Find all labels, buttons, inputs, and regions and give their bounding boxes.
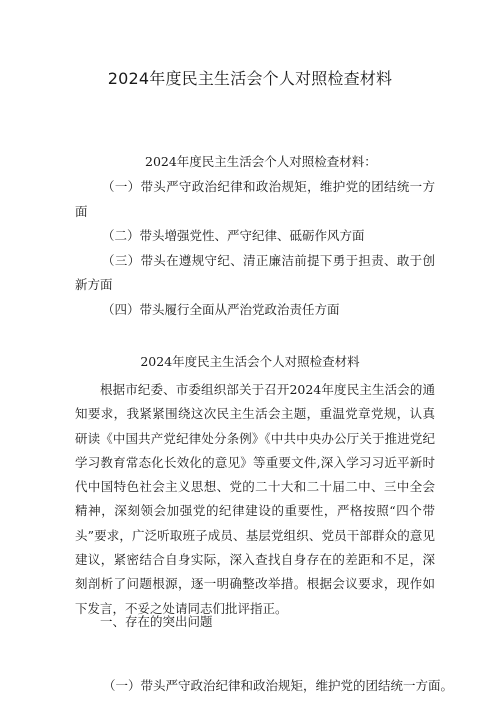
section-heading: 一、存在的突出问题 <box>100 614 213 629</box>
toc-list <box>75 175 435 322</box>
toc-item-2: （二）带头增强党性、严守纪律、砥砺作风方面 <box>102 228 365 243</box>
toc-item-4: （四）带头履行全面从严治党政治责任方面 <box>102 301 340 317</box>
intro-paragraph: 根据市纪委、市委组织部关于召开2024年度民主生活会的通知要求，我紧紧围绕这次民主生活会主题，重温党章党规，认真研读《中国共产党纪律处分条例》《中共中央办公厅关于推进党纪学习教育常态化长效化的意见》等重要文件,深入学习习近平新时代中国特色社会主义思想、党的二十大和二十届二中、三中全会精神，深刻领会加强党的纪律建设的重要性，严格按照“四个带头”要求，广泛听取班子成员、基层党组织、党员干部群众的意见建议，紧密结合自身实际，深入查找自身存在的差距和不足，深刻剖析了问题根源，逐一明确整改举措。根据会议要求，现作如下发言，不妥之处请同志们批评指正。 <box>75 382 435 616</box>
toc-item-3: （三）带头在遵规守纪、清正廉洁前提下勇于担责、敢于创新方面 <box>75 252 435 292</box>
sub-heading: （一）带头严守政治纪律和政治规矩，维护党的团结统一方面。 <box>103 678 454 693</box>
body-title: 2024年度民主生活会个人对照检查材料 <box>140 354 360 369</box>
toc-heading: 2024年度民主生活会个人对照检查材料： <box>145 154 377 169</box>
toc-item-1: （一）带头严守政治纪律和政治规矩，维护党的团结统一方面 <box>75 179 435 219</box>
document-title: 2024年度民主生活会个人对照检查材料 <box>107 69 393 88</box>
